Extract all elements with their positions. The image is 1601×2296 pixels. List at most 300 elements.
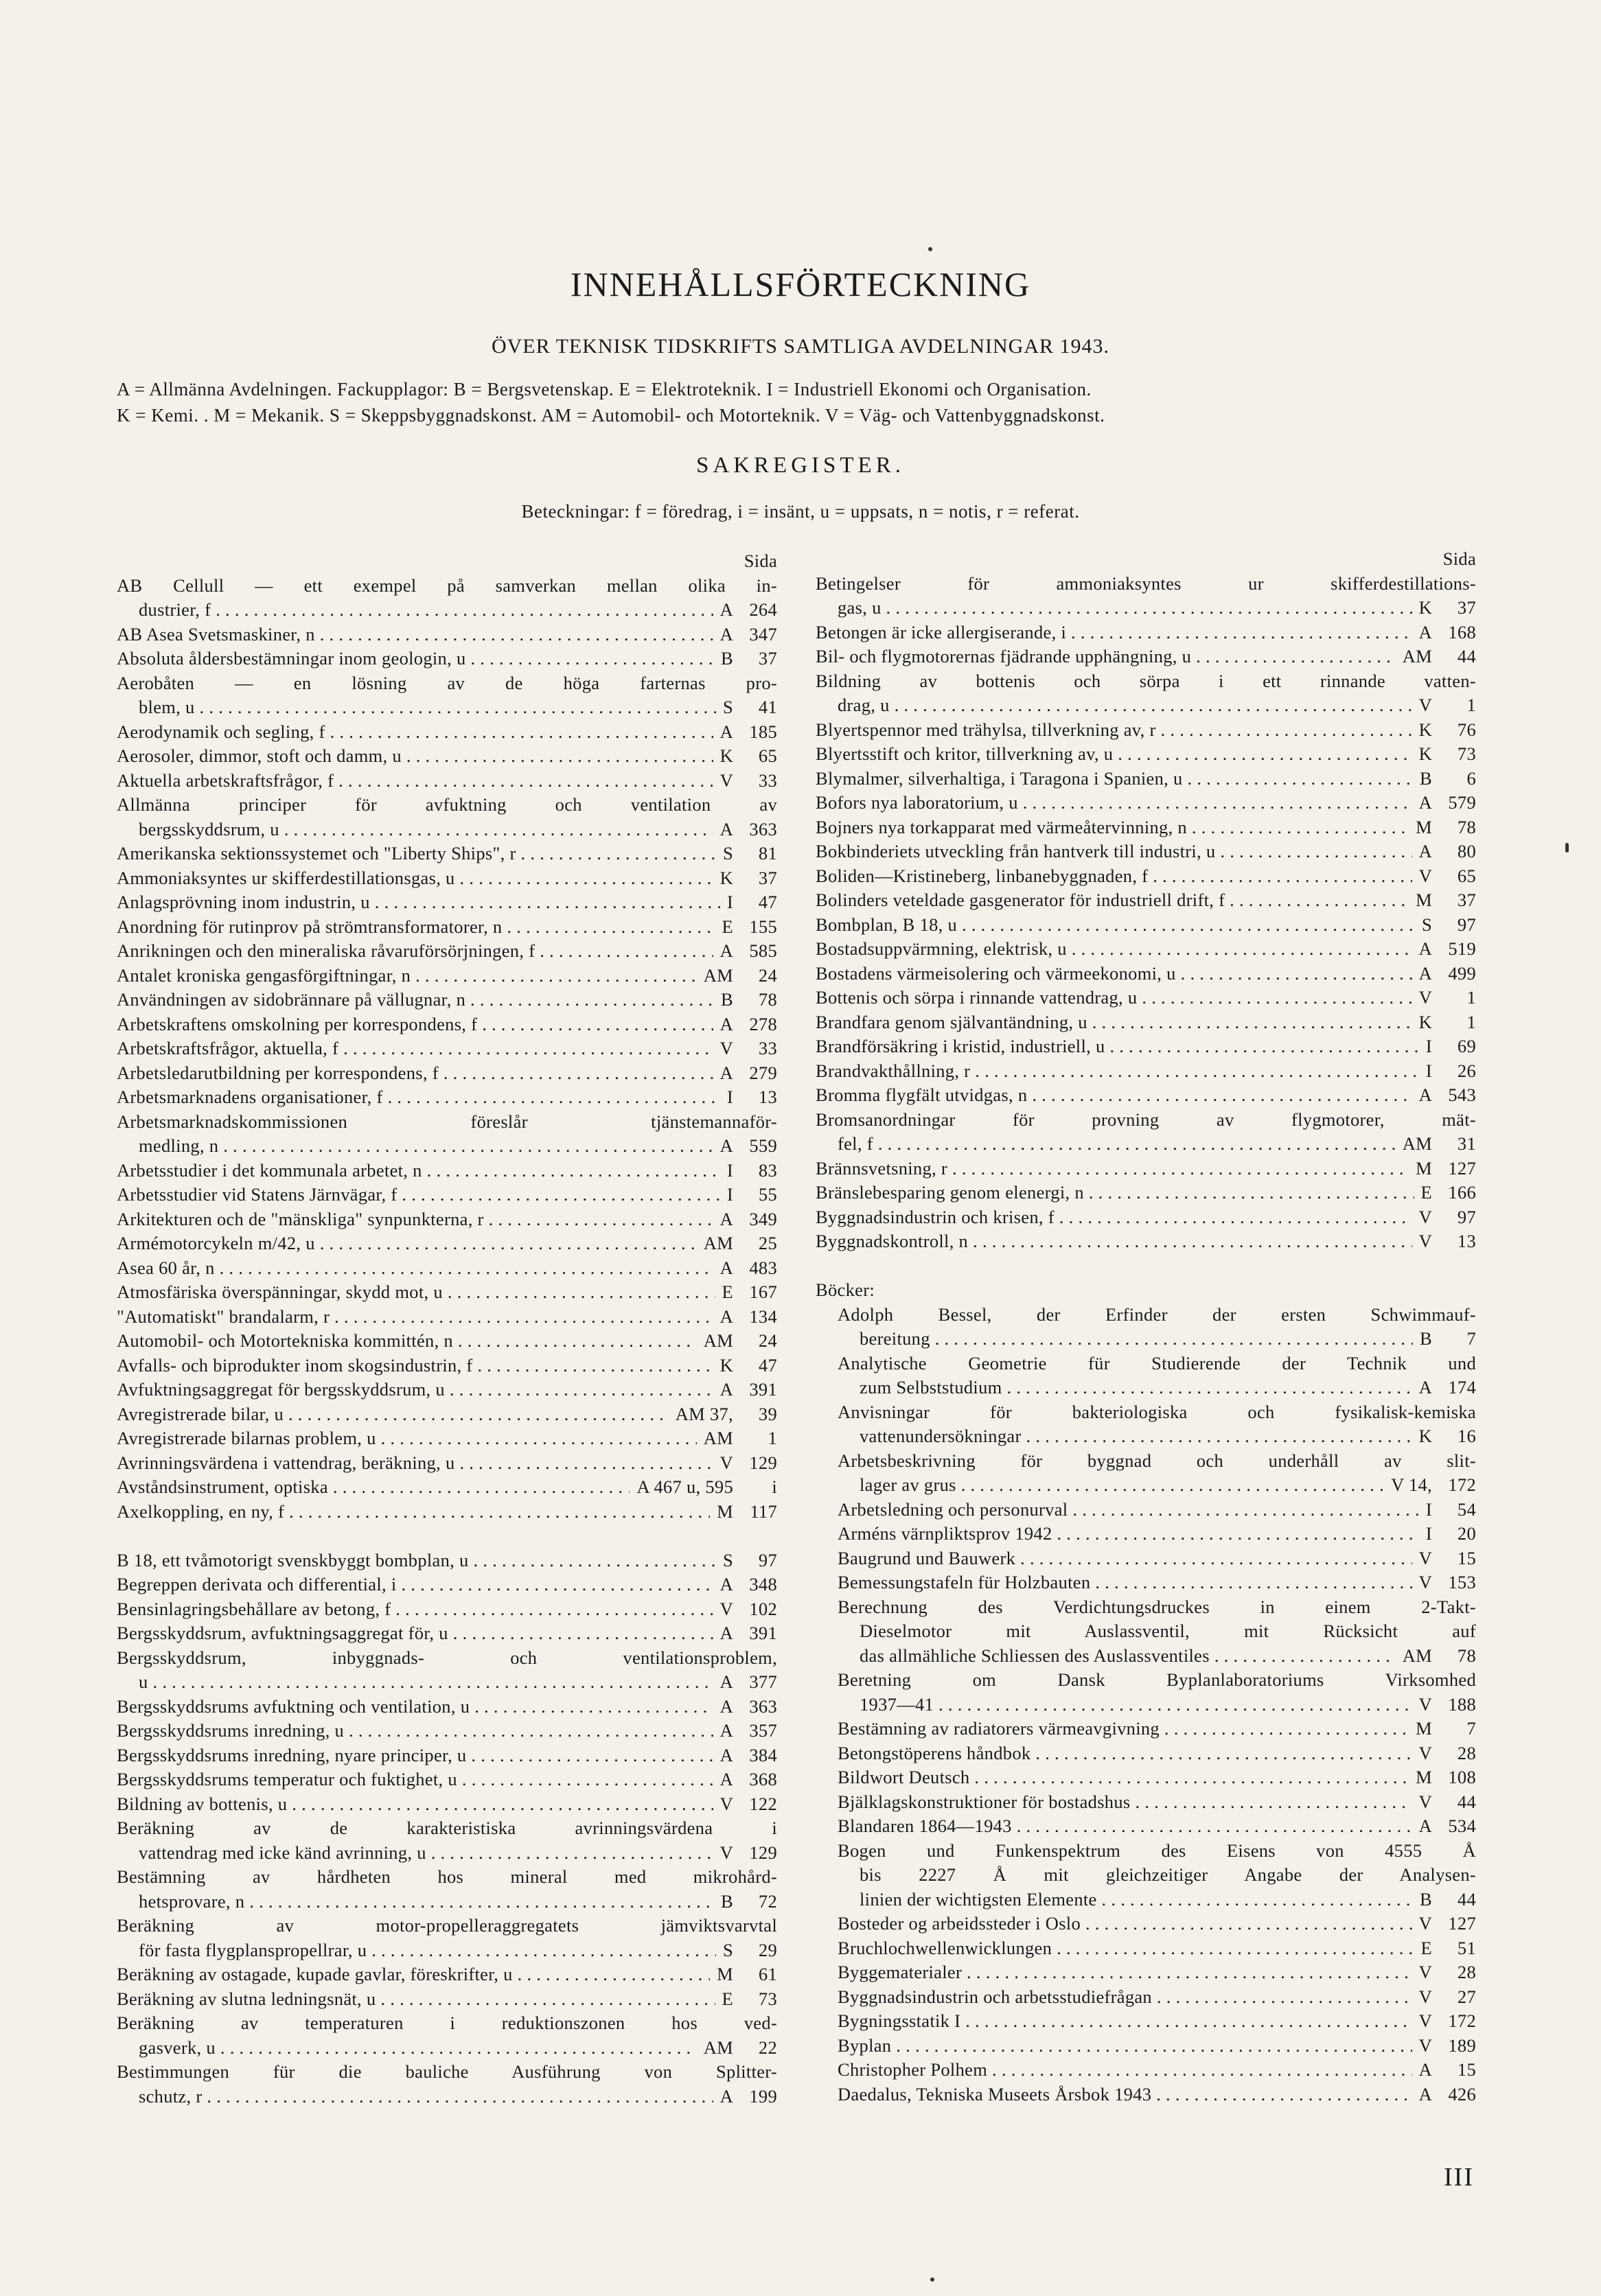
- entry-section: S: [722, 697, 733, 717]
- index-entry: [816, 645, 1476, 669]
- entry-title: Avfalls- och biprodukter inom skogsindustrin, f . . .: [117, 1354, 713, 1378]
- entry-title: Christopher Polhem . . .: [838, 2058, 1412, 2083]
- index-entry: [816, 767, 1476, 791]
- entry-row: [816, 742, 1476, 767]
- entry-title: 1937—41 . . .: [860, 1693, 1412, 1717]
- entry-title: Betongen är icke allergiserande, i . . .: [816, 621, 1412, 645]
- entry-title: Anlagsprövning inom industrin, u . . .: [117, 890, 720, 915]
- entry-title: Blandaren 1864—1943 . . .: [838, 1814, 1412, 1839]
- entry-title: Automobil- och Motortekniska kommittén, n . . .: [117, 1329, 697, 1354]
- entry-page: 65: [758, 745, 777, 766]
- entry-text-line: AB Cellull — ett exempel på samverkan mellan olika in-: [117, 575, 777, 596]
- entry-row: [117, 623, 777, 647]
- entry-title: Blymalmer, silverhaltiga, i Taragona i Spanien, u . . .: [816, 767, 1413, 791]
- entry-row: [816, 693, 1476, 718]
- entry-title: Daedalus, Tekniska Museets Årsbok 1943 . . .: [838, 2083, 1412, 2107]
- entry-text-line: Beretning om Dansk Byplanlaboratoriums Virksomhed: [838, 1669, 1476, 1690]
- index-entry: [117, 1110, 777, 1159]
- entry-title: "Automatiskt" brandalarm, r . . .: [117, 1305, 713, 1330]
- index-entry: [117, 1280, 777, 1305]
- entry-title: Bergsskyddsrum, avfuktningsaggregat för, u . . .: [117, 1621, 713, 1646]
- index-entry: [117, 793, 777, 842]
- entry-page: 129: [749, 1842, 777, 1863]
- index-entry: [117, 1962, 777, 1987]
- entry-page: i: [772, 1476, 777, 1497]
- print-speck: [1565, 843, 1569, 853]
- entry-section: V 14,: [1391, 1474, 1432, 1495]
- entry-section: K: [1418, 1011, 1432, 1032]
- entry-page: 559: [749, 1135, 777, 1156]
- entry-title: Armémotorcykeln m/42, u . . .: [117, 1231, 697, 1256]
- entry-page: 166: [1448, 1182, 1476, 1203]
- entry-title: Bemessungstafeln für Holzbauten . . .: [838, 1570, 1412, 1595]
- entry-title: schutz, r . . .: [139, 2085, 713, 2109]
- entry-text-line: Bromsanordningar för provning av flygmotorer, mät-: [816, 1109, 1476, 1130]
- entry-section: B: [721, 989, 733, 1010]
- entry-section: V: [1418, 1986, 1432, 2007]
- entry-row: [117, 890, 777, 915]
- entry-section: A: [719, 1720, 733, 1741]
- entry-row: [117, 2036, 777, 2061]
- entry-row: [117, 1451, 777, 1476]
- entry-page: 41: [758, 697, 777, 717]
- entry-row: [816, 1059, 1476, 1084]
- entry-page: 349: [749, 1208, 777, 1229]
- index-entry: [117, 1256, 777, 1281]
- entry-page: 357: [749, 1720, 777, 1741]
- entry-row: [117, 1767, 777, 1792]
- entry-page: 189: [1448, 2034, 1476, 2056]
- entry-title: Beräkning av slutna ledningsnät, u . . .: [117, 1987, 715, 2012]
- entry-row: [117, 1938, 777, 1963]
- entry-section: A: [719, 1306, 733, 1327]
- entry-title: Ammoniaksyntes ur skifferdestillationsgas, u . . .: [117, 866, 713, 891]
- index-entry: [816, 937, 1476, 962]
- entry-text-line: bis 2227 Å mit gleichzeitiger Angabe der Analysen-: [860, 1864, 1476, 1885]
- entry-title: Byggnadsindustrin och krisen, f . . .: [816, 1205, 1412, 1230]
- entry-row: [816, 1157, 1476, 1181]
- entry-row: [816, 1181, 1476, 1205]
- entry-text-line: Arbetsmarknadskommissionen föreslår tjänstemannaför-: [117, 1111, 777, 1132]
- entry-title: Bokbinderiets utveckling från hantverk till industri, u . . .: [816, 839, 1412, 864]
- index-entry: [816, 1717, 1476, 1741]
- entry-row: [816, 2034, 1476, 2059]
- entry-row: [816, 888, 1476, 913]
- entry-row: [117, 1305, 777, 1330]
- entry-row: [816, 1034, 1476, 1059]
- entry-section: V: [1418, 695, 1432, 715]
- entry-section: AM: [703, 1330, 733, 1351]
- entry-row: [117, 1792, 777, 1817]
- entry-title: Bojners nya torkapparat med värmeåtervinning, n . . .: [816, 815, 1409, 840]
- entry-section: B: [1420, 1328, 1432, 1349]
- entry-title: fel, f . . .: [838, 1132, 1396, 1157]
- entry-row: [117, 1426, 777, 1451]
- index-entry: [816, 1108, 1476, 1157]
- entry-row: [117, 915, 777, 940]
- entry-section: S: [1421, 914, 1432, 935]
- index-entry: [117, 1767, 777, 1792]
- index-entry: [117, 939, 777, 964]
- entry-row: [117, 1987, 777, 2012]
- entry-row: [117, 1890, 777, 1914]
- entry-section: V: [1418, 1742, 1432, 1763]
- entry-row: [117, 1085, 777, 1110]
- entry-section: I: [726, 1159, 733, 1181]
- entry-title: Bergsskyddsrums avfuktning och ventilation, u . . .: [117, 1695, 713, 1719]
- entry-section: A: [1418, 962, 1432, 984]
- entry-row: [117, 1256, 777, 1281]
- entry-section: A: [1418, 1816, 1432, 1836]
- index-entry: [117, 1719, 777, 1743]
- entry-section: A: [1418, 621, 1432, 642]
- entry-title: lager av grus . . .: [860, 1473, 1384, 1498]
- entry-row: [816, 1741, 1476, 1766]
- entry-page: 167: [749, 1282, 777, 1302]
- entry-row: [117, 744, 777, 769]
- index-entry: [816, 888, 1476, 913]
- index-entry: [117, 1305, 777, 1330]
- entry-page: 61: [758, 1964, 777, 1984]
- entry-title: Arbetsstudier i det kommunala arbetet, n . . .: [117, 1159, 720, 1183]
- entry-page: 168: [1448, 621, 1476, 642]
- entry-section: M: [717, 1964, 733, 1984]
- entry-section: V: [719, 1793, 733, 1814]
- entry-page: 29: [758, 1939, 777, 1960]
- entry-row: [816, 937, 1476, 962]
- entry-section: V: [1418, 1962, 1432, 1982]
- entry-row: [816, 1960, 1476, 1985]
- entry-row: [816, 1498, 1476, 1522]
- entry-page: 199: [749, 2085, 777, 2107]
- entry-page: 83: [758, 1159, 777, 1181]
- index-entry: [117, 1085, 777, 1110]
- entry-page: 20: [1457, 1523, 1476, 1544]
- entry-row: [117, 1402, 777, 1427]
- index-entry: [117, 1402, 777, 1427]
- index-entry: [816, 1790, 1476, 1815]
- index-entry: [117, 1646, 777, 1695]
- entry-row: [816, 1912, 1476, 1936]
- index-entry: [117, 1743, 777, 1768]
- entry-page: 155: [749, 916, 777, 937]
- entry-row: [117, 1036, 777, 1061]
- entry-page: 16: [1457, 1426, 1476, 1446]
- index-entry: [117, 1914, 777, 1962]
- entry-title: Bränslebesparing genom elenergi, n . . .: [816, 1181, 1414, 1205]
- entry-row: [816, 1790, 1476, 1815]
- entry-section: V: [1418, 1547, 1432, 1568]
- entry-row: [117, 1597, 777, 1622]
- page-title: INNEHÅLLSFÖRTECKNING: [570, 265, 1031, 303]
- entry-title: Baugrund und Bauwerk . . .: [838, 1546, 1412, 1571]
- index-entry: [117, 1475, 777, 1500]
- entry-section: B: [721, 1890, 733, 1912]
- entry-page: 28: [1457, 1962, 1476, 1982]
- entry-section: AM: [703, 2037, 733, 2058]
- index-entry: [816, 1352, 1476, 1400]
- index-entry: [816, 1741, 1476, 1766]
- entry-title: u . . .: [139, 1670, 713, 1695]
- entry-page: 117: [750, 1500, 777, 1522]
- entry-page: 69: [1457, 1036, 1476, 1056]
- section-gap: [117, 1524, 777, 1549]
- entry-section: A: [719, 1062, 733, 1083]
- index-column-right: [816, 547, 1476, 2107]
- entry-page: 153: [1448, 1572, 1476, 1592]
- entry-page: 347: [749, 623, 777, 645]
- entry-page: 37: [1457, 890, 1476, 910]
- index-entry: [816, 1570, 1476, 1595]
- entry-page: 174: [1448, 1377, 1476, 1398]
- index-entry: [117, 647, 777, 671]
- index-entry: [117, 1012, 777, 1037]
- entry-row: [117, 1549, 777, 1573]
- entry-page: 483: [749, 1257, 777, 1278]
- entry-text-line: Beräkning av temperaturen i reduktionszonen hos ved-: [117, 2013, 777, 2033]
- entry-section: AM 37,: [675, 1403, 733, 1424]
- entry-section: V: [719, 1452, 733, 1473]
- entry-row: [117, 1475, 777, 1500]
- entry-page: 39: [758, 1403, 777, 1424]
- index-entry: [117, 1621, 777, 1646]
- entry-section: M: [1416, 1767, 1432, 1787]
- entry-title: Arméns värnpliktsprov 1942 . . .: [838, 1522, 1419, 1546]
- entry-row: [117, 1207, 777, 1232]
- entry-page: 72: [758, 1890, 777, 1912]
- entry-title: drag, u . . .: [838, 693, 1412, 718]
- entry-section: I: [726, 1184, 733, 1205]
- entry-section: A: [719, 1208, 733, 1229]
- index-entry: [117, 1061, 777, 1086]
- entry-title: Bruchlochwellenwicklungen . . .: [838, 1936, 1414, 1961]
- entry-section: AM: [703, 1428, 733, 1448]
- index-entry: [816, 1010, 1476, 1035]
- entry-title: AB Asea Svetsmaskiner, n . . .: [117, 623, 713, 647]
- entry-page: 51: [1457, 1937, 1476, 1958]
- entry-row: [117, 1743, 777, 1768]
- index-entry: [816, 1522, 1476, 1546]
- entry-section: M: [1416, 890, 1432, 910]
- entry-title: Aktuella arbetskraftsfrågor, f . . .: [117, 769, 713, 793]
- entry-title: Arbetskraftsfrågor, aktuella, f . . .: [117, 1036, 713, 1061]
- index-entry: [117, 1573, 777, 1597]
- entry-section: B: [1420, 767, 1432, 789]
- entry-section: A: [1418, 1085, 1432, 1105]
- entry-text-line: Bestimmungen für die bauliche Ausführung von Splitter-: [117, 2061, 777, 2082]
- entry-title: Avfuktningsaggregat för bergsskyddsrum, u . . .: [117, 1378, 713, 1402]
- entry-row: [816, 1644, 1476, 1669]
- entry-row: [117, 647, 777, 671]
- entry-page: 172: [1448, 1474, 1476, 1495]
- entry-page: 47: [758, 1354, 777, 1376]
- entry-section: A: [719, 1574, 733, 1595]
- entry-title: Aerosoler, dimmor, stoft och damm, u . . .: [117, 744, 713, 769]
- index-entry: [117, 1987, 777, 2012]
- index-entry: [816, 839, 1476, 864]
- entry-section: S: [722, 843, 733, 863]
- entry-section: A: [719, 1769, 733, 1789]
- entry-row: [117, 1719, 777, 1743]
- entry-page: 391: [749, 1379, 777, 1400]
- entry-row: [816, 1814, 1476, 1839]
- entry-title: Amerikanska sektionssystemet och "Liberty Ships", r . . .: [117, 842, 716, 866]
- entry-title: Bosteder og arbeidssteder i Oslo . . .: [838, 1912, 1412, 1936]
- entry-row: [117, 1378, 777, 1402]
- entry-title: Antalet kroniska gengasförgiftningar, n . . .: [117, 964, 697, 988]
- index-entry: [117, 988, 777, 1012]
- index-entry: [117, 2060, 777, 2109]
- entry-page: 543: [1448, 1085, 1476, 1105]
- entry-page: 33: [758, 769, 777, 791]
- entry-page: 44: [1457, 646, 1476, 666]
- entry-page: 579: [1448, 792, 1476, 813]
- entry-text-line: Arbetsbeskrivning för byggnad och underhåll av slit-: [838, 1450, 1476, 1471]
- entry-page: 33: [758, 1038, 777, 1058]
- entry-title: Bergsskyddsrums inredning, nyare principer, u . . .: [117, 1743, 713, 1768]
- entry-title: Begreppen derivata och differential, i . . .: [117, 1573, 713, 1597]
- index-entry: [117, 1865, 777, 1914]
- index-entry: [816, 2034, 1476, 2059]
- entry-row: [117, 695, 777, 720]
- entry-text-line: Dieselmotor mit Auslassventil, mit Rücksicht auf: [860, 1621, 1476, 1641]
- sakregister-heading: SAKREGISTER.: [696, 453, 905, 478]
- entry-title: Avståndsinstrument, optiska . . .: [117, 1475, 630, 1500]
- entry-row: [816, 2009, 1476, 2034]
- books-heading: Böcker:: [816, 1279, 875, 1300]
- entry-title: Bjälklagskonstruktioner för bostadshus . . .: [838, 1790, 1412, 1815]
- entry-section: A: [719, 1013, 733, 1034]
- entry-section: A: [719, 2085, 733, 2107]
- entry-section: V: [719, 1038, 733, 1058]
- entry-title: Asea 60 år, n . . .: [117, 1256, 713, 1281]
- entry-page: 127: [1448, 1157, 1476, 1179]
- entry-title: zum Selbststudium . . .: [860, 1376, 1412, 1400]
- entry-row: [816, 1083, 1476, 1108]
- entry-section: AM: [1402, 1645, 1432, 1666]
- entry-section: V: [1418, 1693, 1432, 1715]
- entry-page: 31: [1457, 1133, 1476, 1154]
- entry-section: K: [719, 1354, 733, 1376]
- entry-text-line: Anvisningar för bakteriologiska och fysikalisk-kemiska: [838, 1401, 1476, 1422]
- entry-page: 54: [1457, 1498, 1476, 1520]
- index-entry: [816, 2058, 1476, 2083]
- entry-text-line: Aerobåten — en lösning av de höga farternas pro-: [117, 672, 777, 693]
- entry-page: 391: [749, 1623, 777, 1643]
- entry-section: B: [721, 648, 733, 669]
- index-entry: [816, 1059, 1476, 1084]
- entry-row: [816, 645, 1476, 669]
- entry-row: [816, 1010, 1476, 1035]
- index-entry: [117, 1695, 777, 1719]
- entry-title: Bromma flygfält utvidgas, n . . .: [816, 1083, 1412, 1108]
- index-entry: [117, 964, 777, 988]
- entry-section: AM: [1402, 646, 1432, 666]
- index-entry: [117, 1159, 777, 1183]
- entry-title: Arbetsstudier vid Statens Järnvägar, f . . .: [117, 1183, 720, 1207]
- entry-page: 7: [1466, 1328, 1476, 1349]
- entry-page: 81: [758, 843, 777, 863]
- index-entry: [816, 1157, 1476, 1181]
- print-speck: [928, 247, 932, 251]
- notation-legend: Beteckningar: f = föredrag, i = insänt, u = uppsats, n = notis, r = referat.: [521, 501, 1080, 522]
- entry-text-line: Berechnung des Verdichtungsdruckes in einem 2-Takt-: [838, 1596, 1476, 1617]
- entry-page: 78: [758, 989, 777, 1010]
- entry-section: K: [1418, 1426, 1432, 1446]
- index-entry: [816, 1303, 1476, 1352]
- entry-title: medling, n . . .: [139, 1134, 713, 1159]
- entry-row: [816, 791, 1476, 815]
- entry-title: Anordning för rutinprov på strömtransformatorer, n . . .: [117, 915, 715, 940]
- entry-row: [816, 1765, 1476, 1790]
- entry-row: [816, 962, 1476, 986]
- entry-page: 1: [1466, 695, 1476, 715]
- index-entry: [816, 913, 1476, 938]
- entry-row: [816, 1693, 1476, 1717]
- entry-page: 15: [1457, 2059, 1476, 2080]
- entry-row: [117, 964, 777, 988]
- index-entry: [117, 1792, 777, 1817]
- entry-section: A: [1418, 2083, 1432, 2104]
- entry-page: 76: [1457, 719, 1476, 740]
- sida-label: Sida: [1442, 548, 1476, 569]
- entry-title: B 18, ett tvåmotorigt svenskbyggt bombplan, u . . .: [117, 1549, 716, 1573]
- entry-page: 78: [1457, 816, 1476, 837]
- entry-page: 27: [1457, 1986, 1476, 2007]
- entry-section: K: [719, 745, 733, 766]
- entry-page: 102: [749, 1598, 777, 1619]
- entry-title: Blyertsstift och kritor, tillverkning av, u . . .: [816, 742, 1412, 767]
- index-entry: [117, 1549, 777, 1573]
- entry-section: K: [719, 867, 733, 888]
- entry-section: V: [1418, 2010, 1432, 2031]
- entry-page: 37: [1457, 597, 1476, 618]
- entry-title: Byplan . . .: [838, 2034, 1412, 2059]
- entry-page: 97: [1457, 1206, 1476, 1227]
- entry-section: K: [1418, 743, 1432, 764]
- entry-row: [816, 1327, 1476, 1352]
- entry-section: V: [1418, 1231, 1432, 1251]
- index-entry: [816, 2009, 1476, 2034]
- entry-section: K: [1418, 719, 1432, 740]
- index-entry: [816, 621, 1476, 645]
- entry-section: I: [726, 1087, 733, 1107]
- entry-row: [816, 1985, 1476, 2010]
- entry-page: 25: [758, 1233, 777, 1253]
- entry-page: 73: [758, 1988, 777, 2009]
- entry-page: 26: [1457, 1060, 1476, 1081]
- entry-page: 1: [768, 1428, 777, 1448]
- entry-section: A: [719, 1379, 733, 1400]
- page-number: III: [1444, 2163, 1474, 2192]
- entry-title: das allmähliche Schliessen des Auslassventiles . . .: [860, 1644, 1396, 1669]
- entry-title: Bildwort Deutsch . . .: [838, 1765, 1409, 1790]
- index-entry: [117, 1183, 777, 1207]
- entry-page: 279: [749, 1062, 777, 1083]
- index-entry: [816, 815, 1476, 840]
- entry-row: [117, 1159, 777, 1183]
- entry-page: 127: [1448, 1913, 1476, 1934]
- entry-title: Bofors nya laboratorium, u . . .: [816, 791, 1412, 815]
- index-entry: [816, 1668, 1476, 1717]
- entry-title: Byggematerialer . . .: [838, 1960, 1412, 1985]
- entry-section: A: [719, 1695, 733, 1717]
- index-entry: [117, 671, 777, 720]
- index-entry: [816, 669, 1476, 718]
- entry-row: [117, 842, 777, 866]
- entry-page: 585: [749, 940, 777, 961]
- entry-title: Arkitekturen och de "mänskliga" synpunkterna, r . . .: [117, 1207, 713, 1232]
